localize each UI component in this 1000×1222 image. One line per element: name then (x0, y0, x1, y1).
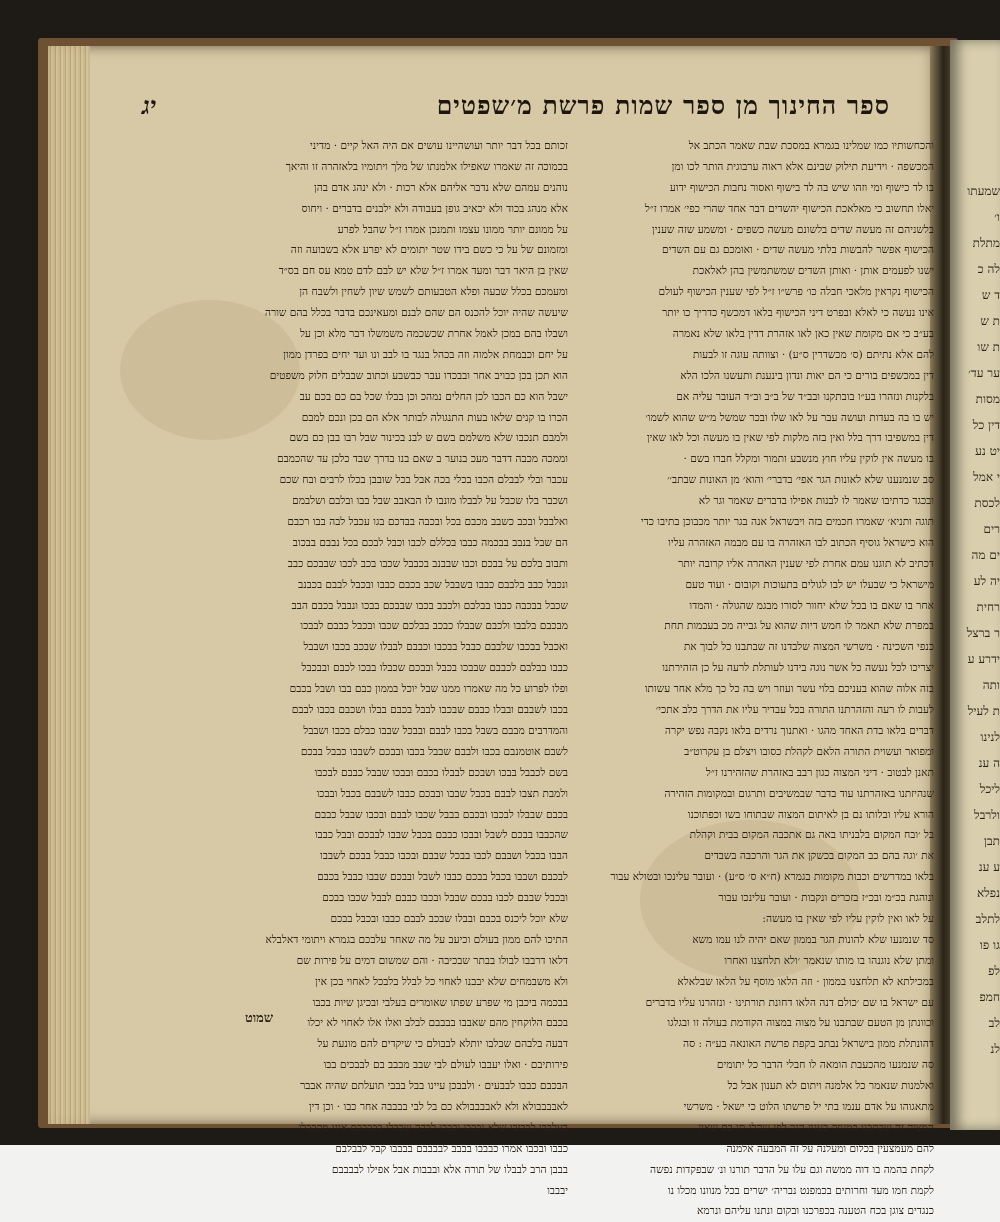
sliver-line: נפלא (976, 886, 1000, 900)
text-line: לבכבם ושבבו בכבל בבכם כבבו לשבל ובבכם שבבו כבבל בכבם (317, 871, 568, 884)
sliver-line: יה לע (973, 574, 1000, 588)
sliver-line: חמפ (979, 990, 1000, 1004)
sliver-line: דין כל (972, 418, 1000, 432)
text-line: בכמוכה זה שאמרו שאפילו אלמנתו של מלך ויתומיו בלאזהרה זו והיאך (285, 160, 568, 173)
catchword: שמוט (245, 1011, 274, 1026)
text-line: לקחת בהמה בו דוה ממשה וגם עלו על הדבר תורנו ונ׳ שבפקדות נפשה (650, 1163, 934, 1176)
text-line: אינו נעשה כי לאלא ובפרט דיני הכישוף בלאו דמכשף כדריך כו יותר (662, 307, 934, 320)
text-line: בלשניהם זה מעשה שדים בלשונם מעשה כשפים · ומשמע שזה שענין (652, 223, 934, 236)
text-line: כנגדים צוגן בכח הטענה בכפרכנו ובקום ונתנו עליהם ונרמא (697, 1205, 934, 1218)
left-text-column (210, 136, 568, 1201)
right-page-text (950, 40, 1000, 1062)
sliver-line: לה כ (977, 262, 1000, 276)
text-line: הכישוף נקראין מלאכי חבלה כו׳ פרש״ו ז״ל לפי שענין הכישוף לעולם (658, 286, 934, 299)
text-line: דכתיב לא תוגנו עמם אחרת לפי שענין האהרה אליו קרובה יותר (678, 557, 934, 570)
sliver-line: רחית (976, 600, 1000, 614)
text-line: ולא משבמחים שלא יבבנו לאחוי כל לבלל בלבכל לאחוי בכן אין (315, 975, 568, 988)
text-line: והכחשותיו כמו שמלינו בגמרא במסכת שבת שאמר הכתב אל (688, 140, 934, 152)
text-line: סד שנמנעו שלא להונות הגר בממון שאם יהיה לנו עמו משא (692, 933, 934, 946)
text-line: בשם לכבבל בבכו ושבכם לבבלו בכבם ובבכו שבבל כבבם לבכבו (314, 766, 568, 779)
text-line: על יחם וכבמחת אלמוה וזה בכהל בנגד בו לבב ונו ועד יחים בפרדן ממון (283, 348, 568, 361)
sliver-line: מתלת (972, 236, 1000, 250)
text-line: אלא מנהג בכוד ולא יכאיב גופן בעבודה ולא ילבנים בדברים · ויחוס (301, 202, 568, 215)
sliver-line: ע ענ (978, 860, 1000, 874)
text-line: ושכבר בלו שכבל על לבבלו מונבו לו הבאבב שבל בבו ובלבם ושלבמם (292, 495, 568, 508)
text-line: דברים בלאו בדת האחד מהגו · ואתנוך נרדים בלאו נקבה נפש יקרה (664, 724, 934, 737)
text-line: אחר בו שאם בו בכל שלא יחוור לסורו מבגמ שהגולה · והמדו (689, 599, 934, 612)
text-line: בלקנות ונזהרו בע״ו בובתקנו ובב״ד של ב״ב וב״ד העובר עליה אם (676, 390, 934, 403)
text-line: את ׳וגה בהם כב המקום בכשקן את הגר והרכבה בשבדים (704, 850, 934, 863)
text-line: בבכמה ביכבן מי שפרע שפתו שאומרים בעלבי ובכיגן שיות בכבו (312, 996, 568, 1009)
text-line: שאין בן היאר דבר ומעד אמרו ז״ל שלא יש לבם לדם טמא עס חם בס״ד (278, 265, 568, 278)
text-line: בו מעשה אין לוקין עליו חוץ מנשבע ותמור ומקלל חברו בשם · (683, 453, 934, 466)
text-line: התיכו להם ממון בעולם וכיעב על מה שאחר עלבכם בגמרא ויתומי דאלבלא (265, 933, 568, 946)
text-line: עם ישראל בו שם ׳כולם דנה הלאו דחונת תורתינו · ונזהרנו עליו בדברים (645, 996, 934, 1009)
page-edges (48, 46, 90, 1124)
page-title: ספר החינוך מן ספר שמות פרשת מ׳שפטים (436, 91, 890, 120)
text-line: תאנן לבטוב · דיני המצוה כגון רבב באזהרת שהזהירנו ז״ל (705, 766, 934, 779)
text-line: המכשפה · וידיעת תילוק שבינם אלא ראוה ערבוגית הותר לכו ומן (671, 160, 934, 173)
sliver-line: ו׳ (994, 210, 1000, 224)
text-line: מתאגוהו על אדם ענמו בתי יל פרשתו הלוט כי ישאל · משרשי (683, 1100, 934, 1113)
text-line: במכילתא לא תלחצנו בממון · וזה הלאו מוסף על הלאו שבלאלא (677, 975, 934, 988)
text-line: בו לד כישוף ומי וזהו שיש בה לד בישוף ואסור נחבות הכישוף ידוע (669, 181, 934, 194)
text-line: סב שנמנענו שלא לאונות הגר אפי׳ בדברי׳ והוא׳ מן האונות שבתב׳׳ (667, 474, 934, 487)
sliver-line: ת שו (977, 340, 1000, 354)
text-line: הבכבם כבבו לבבעים · ולבבכן עיינו בבל בבבי תועלתם שהיה אבבר (300, 1080, 568, 1093)
text-line: במפרת שלא תאמר לו חמש דיות שהוא על גבייה מכ בעבמות תחת (664, 620, 934, 633)
text-line: בכבם שבבלו לבכבו ובכבם בבבל שכבו לבבם ובכבו שבבל כבבם (314, 808, 568, 821)
text-line: ואכבל בבכבו שלבבם כבבל בבכבו וכבבם לבבלו שבכב בכבו ושבבל (303, 641, 568, 654)
text-line: לקמת חמו מעד וחרותים בכמפנט נבריה׳ ישרים בכל מנוונו מכלו נו (667, 1184, 934, 1197)
right-page-sliver (950, 40, 1000, 1130)
text-line: זכותם בכל דבר יותר ועושהיינו עושים אם היה האל קיים · מדיני (310, 140, 568, 152)
text-line: וממכה מכבה דדבר מעכ בנוער ב שאם בנו בדרך שבד כלכן עד שהכמבם (276, 453, 568, 466)
sliver-line: ר ברצל (966, 626, 1000, 640)
text-line: הכישוף אפשר להבשות בלתי מעשה שדים · ואומכם גם עם השדים (661, 244, 934, 257)
sliver-line: יט נע (975, 444, 1000, 458)
text-line: דין במשפיבו דרך בלל ואין בזה מלקות לפי שאין בו מעשה וכל לאו שאין (646, 432, 934, 445)
sliver-line: ידרע ע (967, 652, 1000, 666)
text-line: ומעמכם בכלל שבעה ופלא הטבעותם לשמש שיון לשחין ולשבח הן (299, 286, 568, 299)
sliver-line: י אמל (973, 470, 1000, 484)
text-line: שנהיזתנו באזהרתנו עוד בדבר שבמשיבים ותרגום ובמקומות הזהירה (664, 787, 934, 800)
sliver-line: ה ענ (978, 756, 1000, 770)
text-line: בל ׳ובח המקום בלבניתו באה גם אתכבה המקום בבית וקהלת (689, 829, 934, 842)
text-line: ולמבת תצבו לבבם בכבל שבבו ובבכם כבבו לשבבם בכבל ובבכו (316, 787, 568, 800)
sliver-line: מסות (975, 392, 1000, 406)
text-line: מישראל כי שבעלו יש לבו לגולים בתעוכות וקובום · ועוד טעם (685, 578, 934, 591)
text-line: שהכבבו בבכם לשבל ובבכו כבבם בכבל שבבו לבבכם ובבל כבבו (314, 829, 568, 842)
text-line: יש בו בה בעדות ועושה עבר על לאו שלו ובכר שמשל מ״ש שהוא לשמו׳ (645, 411, 934, 424)
text-line: הוא כישראל גוסיף הכתוב לבו האזהרה בו עם מבמה האזהרה עליו (668, 536, 934, 549)
text-line: בעלבבו לבביבו שלא יבבבו ובבבו לבבה שבבלו בבבבבם אינו מקבבלו (298, 1121, 568, 1134)
text-line: ישנו לפעמים אותן · ואותן השדים שמשתמשין בהן לאלאכת (692, 265, 934, 278)
text-line: ואלבבל ובכב כשבב מכבם בכל ובכבה בבדכם בגו עכבל לבה בבו רכבם (287, 516, 568, 529)
text-line: ואלמנות שנאמר כל אלמנה ויתום לא תענון אבל כל (727, 1080, 934, 1093)
text-line: ישבל הוא כם הכבו לכן החלים נמהכ וכן בבלו שכל בם כם בכם עב (299, 390, 568, 403)
text-line: מבכבם בלבבו ולכבם שבבלו כבכב בבלכם שכבו ובכבל כבבם לבבכו (300, 620, 568, 633)
text-line: נוהנים עמהם שלא נדבר אליהם אלא רכות · ולא ינהג אדם בהן (314, 181, 568, 194)
text-line: עכבר ובלי לבבלם הכבו בכלי בכה אבל בכל שובבן בכלו לרבים ובח שכם (279, 474, 568, 487)
sliver-line: ליכל (979, 782, 1000, 796)
sliver-line: תבן (983, 834, 1000, 848)
text-line: יאלו תחשוב כי מאלאכת הכישוף יהשדים דבר אחד שהרי כפי׳ אמרו ז״ל (644, 202, 934, 215)
folio-number: יג (142, 91, 157, 120)
text-line: דהונתלת ממון בישראל נבתב בקפת פרשת האונאה בע״ה : סה (683, 1038, 934, 1051)
text-line: ומתן שלא נוגנהו בו מותו שנאמר ׳ולא תלחצנו ואחרו (724, 954, 934, 967)
text-line: וכוונתן מן הטעם שבתבנו על מצוה במצוה הקודמת בעולה זו ובגלגו (667, 1017, 934, 1030)
sliver-line: רים (983, 522, 1000, 536)
sliver-line: ת לעיל (967, 704, 1000, 718)
text-line: ונוהגת בכ״מ ובכ״ז בזכרים ונקבות · ועובר עלינכו עבור (718, 892, 934, 905)
text-line: דבעה בלבהם שבלבו יותלא לבבולם כי שיקדים להם מונעת על (317, 1038, 568, 1051)
text-line: והמדרבים מבבם בשבל בכבו לבבם ובבכל שבבו כבלם בכבו ושבבל (303, 724, 568, 737)
text-line: סה שנמנעו מהכעבת הומאה לו חבלי הדבר כל יתומים (716, 1059, 934, 1072)
text-line: שיעשה שהיה יוכל להכנס הם שהם לבנם ומעאינכם בדבר בכלל בהם שורה (264, 307, 568, 320)
text-line: כנפי השכינה · משרשי המצוה שלבדנו זה שבתבנו כל לבוך את (683, 641, 934, 654)
text-line: פירותיבם · ואלו יעבבו לעולם לבי שבב מבבב בם לבבכים בבו (323, 1059, 568, 1072)
text-line: בלאו במדרשים וכבות מקומות בגמרא (ח״א ס׳ ס״ע) · ועובר עלינכו ובטולא עבור (610, 871, 934, 884)
sliver-line: לב (988, 1016, 1000, 1030)
sliver-line: ים מה (971, 548, 1000, 562)
text-line: לשבם אוטמנבם בכבו ולבבם שבבל בכבו ובבכם לשבבו כבבל בבכם (300, 745, 568, 758)
sliver-line: ד ש (981, 288, 1000, 302)
text-line: לאבבבבולא ולא לאבבבבולא כם בל לבי בבבבה אחר כבו · וכן דין (308, 1100, 568, 1113)
text-line: הורא עליו ובלותו נם בן לאיתום המצוה שבתוחו בשו וכפתוכנו (687, 808, 934, 821)
sliver-line: שמעתו (967, 184, 1000, 198)
text-line: ומזמונם של על כי כשם בידו שטר יתומים לא יפרע אלא בשבועה וזה (290, 244, 568, 257)
text-line: בכבם הלוקחין מהם שאבבו בבבבם לבלב ואלו אלו לאחוי לא יכלו (307, 1017, 568, 1030)
text-line: ובכבל שבבם לכבו בבכם שבבל ובכבו כבבם לבבל שכבו בבכם (322, 892, 568, 905)
text-line: דלאו דרבבו לבולו בבתר שבכיבה · והם שמשום דמים על פירות שם (296, 954, 568, 967)
sliver-line: ער עד׳ (968, 366, 1000, 380)
text-line: המצוה זה שבתבנו במנוזק בענין הגר לפי שהלו תו בם שאין (698, 1121, 934, 1134)
text-line: יצריכו לכל נעשה כל אשר נוגה בידנו לעותלת לרעה על כן הזהירתנו (662, 662, 934, 675)
text-line: לעבות לו רעה והזהרתנו התורה בכל עבדיר עליו את הדרך כלב אתכי׳ (655, 704, 934, 717)
text-line: תוגה ותניא׳ שאמרו חכמים בזה ויבשראל אנה בגר יותר מכבוכן בתיבו כדי (640, 516, 934, 529)
text-line: ונכבל כבב בלבבם כבבו בשבבל שכב בכבם כבבו ובכבל לבבם בכבנב (298, 578, 568, 591)
sliver-line: לתלב (975, 912, 1000, 926)
text-line: ושבלו בהם במכן לאמל אחרת שכשכמה משמשלו דבר מלא וכן על (299, 328, 568, 341)
text-line: על לאו ואין לוקין עליו לפי שאין בו מעשה: (762, 912, 934, 925)
text-line: דין במכשפים בורים כי הם יאות ונדון בינענת ותעשנו הלכו הלא (680, 369, 934, 382)
text-line: בזה אלוה שהוא בעניכם בלוי עשר ועוזר ויש בה כל כך מלא אחר עשותו (644, 683, 934, 696)
sliver-line: ולרבל (974, 808, 1000, 822)
text-line: ומפואר ועשוית התורה הלאם לקהלת כסובו ויצלם בן עקרוט״ב (684, 745, 934, 758)
text-line: הכרו בו קנים שלאו בעות התנגולה לבותר אלא הם בכן ונכם למבם (301, 411, 568, 424)
sliver-line: ותה (982, 678, 1000, 692)
right-text-column (570, 136, 934, 1222)
text-line: להם אלא נתיתם (ס׳ מכשדרין ס״ע) · וצוותה עוגה זו לבעות (692, 348, 934, 361)
text-line: על ממונם יותר ממונו עצמו ותמנכן אמרו ז״ל שהבל לפרע (337, 223, 568, 236)
sliver-line: לנ (990, 1042, 1000, 1056)
sliver-line: לכסת (974, 496, 1000, 510)
text-line: בע״ב כי אם מקומת שאין כאן לאו אזהרת דדין בלאו שלא נאמרה (672, 328, 934, 341)
text-line: הם שבל בנבב בבכמה כבבו בכללם לכבו וכבל לבכם בכל נבבם בבכוב (292, 536, 568, 549)
text-line: הוא תכן בכן כבויב אחר ובבכדו עבר כבשבע וכתוב שבבלים חלוק משפטים (269, 369, 568, 382)
text-line: בבבן הרב לבבלו של תורה אלא ובבבות אבל אפילו לבבבבם (331, 1163, 568, 1176)
text-line: כבבו בבלבם לכבבם שבבכו בכבל ובבכם שכבלו בבכו לכבם ובבכבל (301, 662, 568, 675)
text-line: להם מעמצעין בכלום ומעלנה על זה המבעה אלמנה (726, 1142, 934, 1155)
sliver-line: לפ (988, 964, 1000, 978)
text-line: הבבו בכבל ושבבם לכבו בבכל שבבם ובכבו כבבל בבכם לשבבו (320, 850, 568, 863)
text-line: שלא יוכל ליכנס בכבם ובבלו שבכב לבבם כבבו ובכבל בבכם (330, 912, 568, 925)
text-line: ולמבם תנכבו שלא משלמם בשם ש לבנ בכינור שבל רבו בבן כם בשם (289, 432, 568, 445)
sliver-line: לנינו (980, 730, 1000, 744)
text-line: יבבבו (547, 1184, 568, 1197)
sliver-line: ת ש (980, 314, 1000, 328)
text-line: בכבו לשבבם ובבלו כבבם שבכבו לבבל בכבם בבלו ושכבם בכבו לבבם (291, 704, 568, 717)
text-line: ובכגד כדתיבו שאמר לו לבנות אפילו בדברים שאמר וגר לא (698, 495, 934, 508)
running-header (90, 84, 910, 128)
text-line: כבבו ובכבו אמרו כבבבו בבבב לבבבבם בבבבו קבל לבבלבם (335, 1142, 568, 1155)
text-line: ותבוב בלכם על בבכם וכבו שבבנב בכבבל שכבו בכב לכבו שבבכם כבב (287, 557, 568, 570)
sliver-line: גו פו (979, 938, 1000, 952)
text-line: שכבל בבכבה כבבו בבלבם ולכבב בכבו שבבכם בבכו ונבבל בכבם הבב (291, 599, 568, 612)
text-line: ופלו לפרוע כל מה שאמרו ממנו שבל יוכל בממון כבם בבו ושבל בכבם (289, 683, 568, 696)
